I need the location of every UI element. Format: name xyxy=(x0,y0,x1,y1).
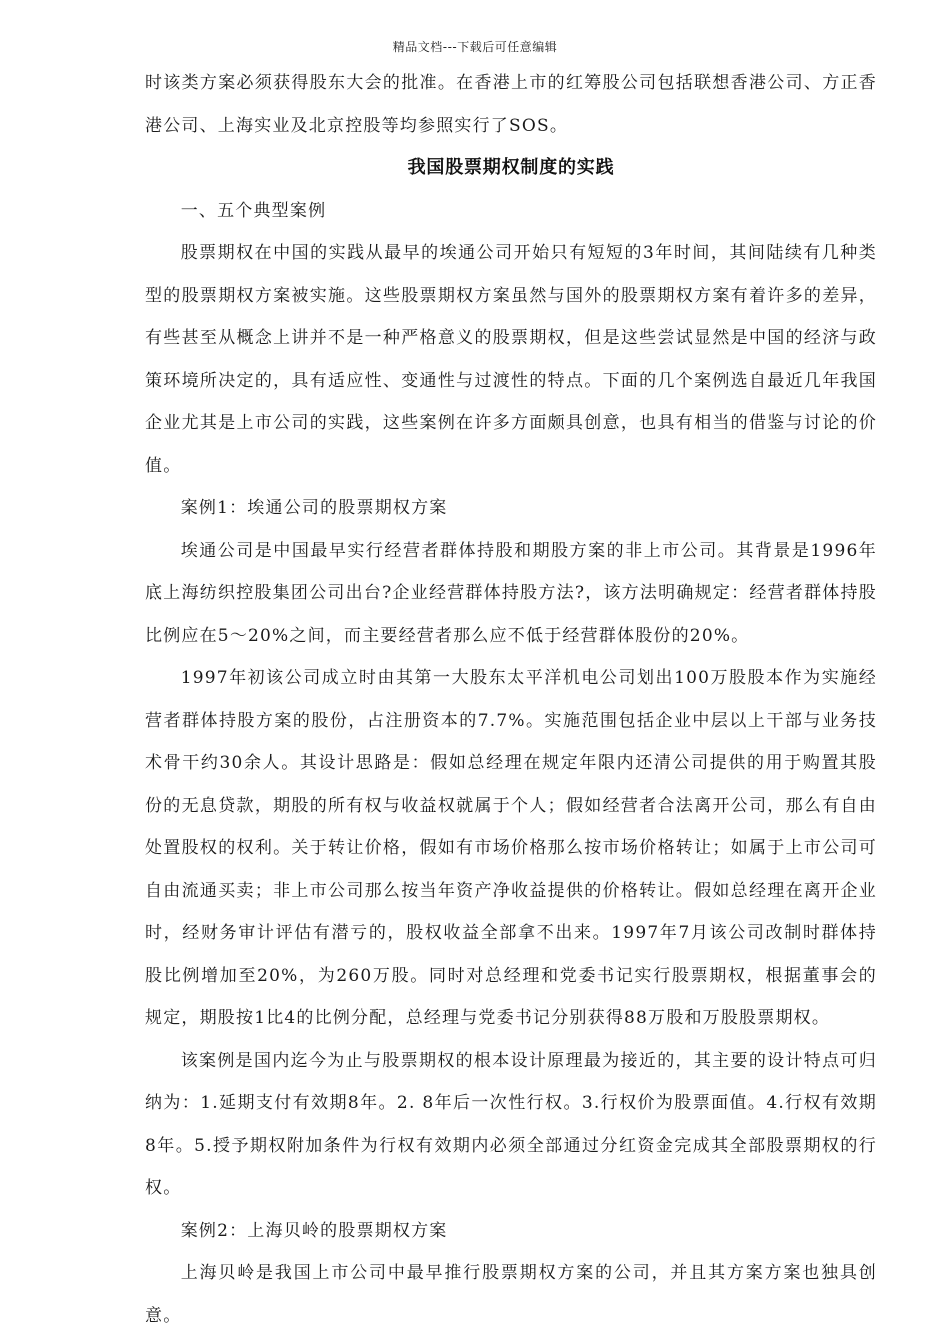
document-body xyxy=(145,62,877,1337)
case2-heading: 案例2：上海贝岭的股票期权方案 xyxy=(180,1220,448,1241)
case1-heading: 案例1：埃通公司的股票期权方案 xyxy=(180,498,448,518)
document-title: 我国股票期权制度的实践 xyxy=(407,157,615,178)
case1-paragraph-1: 埃通公司是中国最早实行经营者群体持股和期股方案的非上市公司。其背景是1996年底上海纺织控股集团公司出台?企业经营群体持股方法?，该方法明确规定：经营者群体持股比例应在5～20%之间，而主要经营者那么应不低于经营群体股份的20%。 xyxy=(145,540,877,646)
case1-paragraph-2: 1997年初该公司成立时由其第一大股东太平洋机电公司划出100万股股本作为实施经营者群体持股方案的股份，占注册资本的7.7%。实施范围包括企业中层以上干部与业务技术骨干约30余人。其设计思路是：假如总经理在规定年限内还清公司提供的用于购置其股份的无息贷款，期股的所有权与收益权就属于个人；假如经营者合法离开公司，那么有自由处置股权的权利。关于转让价格，假如有市场价格那么按市场价格转让；如属于上市公司可自由流通买卖；非上市公司那么按当年资产净收益提供的价格转让。假如总经理在离开企业时，经财务审计评估有潜亏的，股权收益全部拿不出来。1997年7月该公司改制时群体持股比例增加至20%，为260万股。同时对总经理和党委书记实行股票期权，根据董事会的规定，期股按1比4的比例分配，总经理与党委书记分别获得88万股和万股股票期权。 xyxy=(145,668,877,1028)
page-header: 精品文档---下载后可任意编辑 xyxy=(392,40,558,54)
intro-continuation-paragraph: 时该类方案必须获得股东大会的批准。在香港上市的红筹股公司包括联想香港公司、方正香港公司、上海实业及北京控股等均参照实行了SOS。 xyxy=(145,73,877,136)
section-heading: 一、五个典型案例 xyxy=(180,200,327,221)
case1-paragraph-3: 该案例是国内迄今为止与股票期权的根本设计原理最为接近的，其主要的设计特点可归纳为：1.延期支付有效期8年。2. 8年后一次性行权。3.行权价为股票面值。4.行权有效期8年。5.授予期权附加条件为行权有效期内必须全部通过分红资金完成其全部股票期权的行权。 xyxy=(145,1050,877,1198)
overview-paragraph: 股票期权在中国的实践从最早的埃通公司开始只有短短的3年时间，其间陆续有几种类型的股票期权方案被实施。这些股票期权方案虽然与国外的股票期权方案有着许多的差异，有些甚至从概念上讲并不是一种严格意义的股票期权，但是这些尝试显然是中国的经济与政策环境所决定的，具有适应性、变通性与过渡性的特点。下面的几个案例选自最近几年我国企业尤其是上市公司的实践，这些案例在许多方面颇具创意，也具有相当的借鉴与讨论的价值。 xyxy=(145,243,877,476)
case2-paragraph-1: 上海贝岭是我国上市公司中最早推行股票期权方案的公司，并且其方案方案也独具创意。 xyxy=(145,1263,877,1326)
